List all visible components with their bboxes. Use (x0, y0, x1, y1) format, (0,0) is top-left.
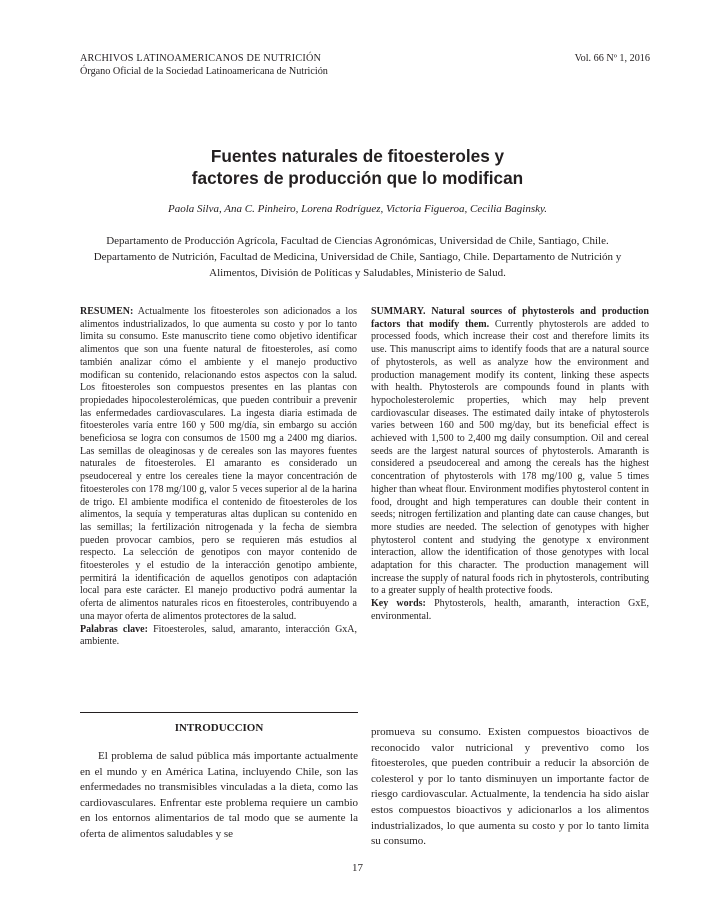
resumen-keywords-label: Palabras clave: (80, 623, 148, 635)
intro-paragraph-1: El problema de salud pública más importante actualmente en el mundo y en América Latina, incluyendo Chile, son las enfermedades no transmisibles vinculadas a la dieta, como las cardiovasculares. Enfrentar este problema requiere un cambio en los entornos alimentarios de tal modo que se aumente la oferta de alimentos saludables y se (80, 750, 358, 840)
resumen-column (80, 306, 357, 649)
affiliations: Departamento de Producción Agrícola, Facultad de Ciencias Agronómicas, Universidad de Chile, Santiago, Chile. Departamento de Nutrición, Facultad de Medicina, Universidad de Chile, Santiago, Chile. Departamento de Nutrición y Alimentos, División de Políticas y Saludables, Ministerio de Salud. (93, 235, 622, 279)
title-line-2: factores de producción que lo modifican (191, 168, 524, 188)
summary-column (371, 306, 649, 624)
author-list: Paola Silva, Ana C. Pinheiro, Lorena Rodríguez, Victoria Figueroa, Cecilia Baginsky. (167, 203, 548, 215)
summary-keywords-text: Phytosterols, health, amaranth, interaction GxE, environmental. (371, 598, 649, 622)
article-title (60, 145, 655, 189)
resumen-label: RESUMEN: (80, 306, 134, 317)
resumen-keywords (80, 624, 357, 649)
summary-text: Currently phytosterols are added to processed foods, which increase their cost and therefore limits its use. This manuscript aims to identify foods that are a natural source of phytosterols, as well as analyze how the environment and production management modify its content, linking these aspects with health. Phytosterols are compounds found in plants with hypocholesterolemic properties, which may help prevent cardiovascular diseases. The estimated daily intake of phytosterols varies between 160 and 500 mg/day, but its beneficial effect is achieved with 1,500 to 2,400 mg daily consumption. Oil and cereal seeds are the largest natural sources of phytosterols. Amaranth is considered a pseudocereal and among the cereals has the highest concentration of phytosterols with 178 mg/100 g, value 5 times higher than wheat flour. Environment modifies phytosterol content in food, drought and high temperatures can double their content in seeds; nitrogen fertilization and planting date can cause changes, but more studies are needed. The selection of genotypes with higher phytosterol content and studying the genotype x environment interaction, allow the identification of those genotypes with local adaptation for this character. The production management will increase the supply of natural foods rich in phytosterols, contributing to a greater supply of health protective foods. (371, 318, 650, 597)
volume-info: Vol. 66 Nº 1, 2016 (574, 53, 650, 64)
journal-organ: Órgano Oficial de la Sociedad Latinoamericana de Nutrición (80, 66, 328, 77)
resumen-paragraph (80, 306, 357, 624)
summary-label: SUMMARY. Natural sources of phytosterols and production factors that modify them. (371, 306, 649, 330)
journal-header (80, 52, 328, 78)
summary-keywords-label: Key words: (371, 598, 426, 610)
intro-heading: INTRODUCCION (174, 722, 264, 734)
resumen-keywords-text: Fitoesteroles, salud, amaranto, interacción GxA, ambiente. (80, 623, 358, 648)
section-divider (80, 712, 358, 713)
title-line-1: Fuentes naturales de fitoesteroles y (210, 146, 505, 166)
summary-keywords (371, 598, 649, 623)
page-number: 17 (352, 862, 363, 874)
journal-name: ARCHIVOS LATINOAMERICANOS DE NUTRICIÓN (80, 53, 322, 64)
summary-paragraph (371, 306, 649, 598)
intro-paragraph-2: promueva su consumo. Existen compuestos bioactivos de reconocido valor nutricional y preventivo como los fitoesteroles, que pueden contribuir a reducir la absorción de colesterol y por lo tanto disminuyen un importante factor de riesgo cardiovascular. Actualmente, la tendencia ha sido aislar estos compuestos bioactivos y adicionarlos a los alimentos industrializados, lo que aumenta su costo y por lo tanto limita su consumo. (371, 726, 649, 848)
resumen-text: Actualmente los fitoesteroles son adicionados a los alimentos industrializados, lo que aumenta su costo y por lo tanto limita su consumo. Este manuscrito tiene como objetivo identificar alimentos que son una fuente natural de fitoesteroles, así como también analizar cómo el ambiente y el manejo productivo modifican su contenido, relacionando estos aspectos con la salud. Los fitoesteroles son compuestos presentes en las plantas con propiedades hipocolesterolémicas, que pueden contribuir a prevenir las enfermedades cardiovasculares. La ingesta diaria estimada de fitoesteroles varía entre 160 y 500 mg/día, sin embargo su acción beneficiosa se logra con consumos de 1500 mg a 2400 mg diarios. Las semillas de oleaginosas y de cereales son las mayores fuentes naturales de fitoesteroles. El amaranto es considerado un pseudocereal y entre los cereales tiene la mayor concentración de fitoesteroles con 178 mg/100 g, valor 5 veces superior al de la harina de trigo. El ambiente modifica el contenido de fitoesteroles de los alimentos, la sequía y temperaturas altas duplican su contenido en las semillas; la fertilización nitrogenada y la fecha de siembra pueden provocar cambios, pero se requieren más estudios al respecto. La selección de genotipos con mayor contenido de fitoesteroles y el estudio de la interacción genotipo ambiente, permitirá la identificación de aquellos genotipos con adaptación local para este carácter. El manejo productivo podrá aumentar la oferta de alimentos naturales ricos en fitoesteroles, contribuyendo a una mayor oferta de alimentos protectores de la salud. (80, 306, 357, 622)
